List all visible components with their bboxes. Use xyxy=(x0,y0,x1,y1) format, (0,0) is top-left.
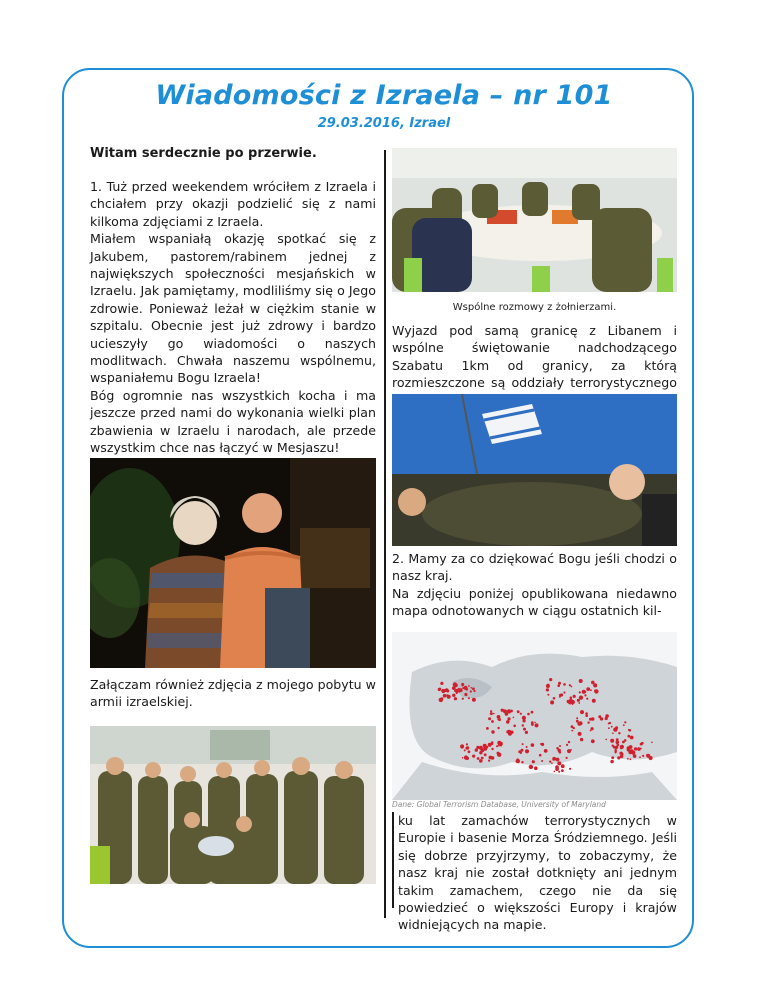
attack-dot xyxy=(578,732,582,736)
terror-attacks-map xyxy=(392,632,677,800)
attack-dot xyxy=(566,744,568,746)
attack-dot xyxy=(503,709,505,711)
attack-dot xyxy=(558,771,560,773)
paragraph-border-trip: Wyjazd pod samą granicę z Libanem i wspólne świętowanie nadchodzącego Szabatu 1km od granicy, za którą rozmieszczone są oddziały terrorystycznego xyxy=(392,323,677,391)
attack-dot xyxy=(541,760,543,762)
attack-dot xyxy=(549,678,552,681)
attack-dot xyxy=(571,725,574,728)
attack-dot xyxy=(454,697,457,700)
attack-dot xyxy=(488,743,492,747)
attack-dot xyxy=(520,752,522,754)
attack-dot xyxy=(576,720,579,723)
attack-dot xyxy=(493,713,495,715)
attack-dot xyxy=(462,698,464,700)
attack-dot xyxy=(472,687,475,690)
attack-dot xyxy=(569,768,571,770)
attack-dot xyxy=(605,717,608,720)
attack-dot xyxy=(522,743,524,745)
attack-dot xyxy=(500,745,502,747)
attack-dot xyxy=(536,725,538,727)
attack-dot xyxy=(539,754,542,757)
attack-dot xyxy=(490,710,492,712)
photo-border-flag xyxy=(392,394,677,546)
attack-dot xyxy=(551,762,553,764)
attack-dot xyxy=(571,730,573,732)
attack-dot xyxy=(610,739,614,743)
attack-dot xyxy=(584,694,586,696)
attack-dot xyxy=(516,759,520,763)
attack-dot xyxy=(618,732,620,734)
attack-dot xyxy=(475,748,478,751)
attack-dot xyxy=(440,682,443,685)
attack-dot xyxy=(491,730,494,733)
attack-dot xyxy=(525,731,528,734)
attack-dot xyxy=(642,755,644,757)
photo-with-pastor xyxy=(90,458,376,668)
attack-dot xyxy=(472,698,476,702)
attack-dot xyxy=(577,699,580,702)
attack-dot xyxy=(554,771,556,773)
column-divider xyxy=(384,150,386,918)
attack-dot xyxy=(521,761,523,763)
attack-dot xyxy=(628,729,630,731)
attack-dot xyxy=(630,758,632,760)
attack-dot xyxy=(591,739,595,743)
paragraph-4: Załączam również zdjęcia z mojego pobytu w armii izraelskiej. xyxy=(90,677,376,710)
map-credit: Dane: Global Terrorism Database, University of Maryland xyxy=(392,800,606,809)
newsletter-title: Wiadomości z Izraela – nr 101 xyxy=(155,80,613,111)
attack-dot xyxy=(529,765,533,769)
attack-dot xyxy=(578,702,580,704)
attack-dot xyxy=(481,757,484,760)
attack-dot xyxy=(540,743,542,745)
attack-dot xyxy=(585,714,588,717)
attack-dot xyxy=(611,726,613,728)
attack-dot xyxy=(579,679,583,683)
left-text-block xyxy=(90,178,376,457)
attack-dot xyxy=(598,715,601,718)
attack-dot xyxy=(549,761,551,763)
attack-dot xyxy=(496,745,498,747)
attack-dot xyxy=(471,687,473,689)
attack-dot xyxy=(617,756,620,759)
attack-dot xyxy=(464,749,466,751)
attack-dot xyxy=(579,696,583,700)
attack-dot xyxy=(546,684,550,688)
attack-dot xyxy=(620,745,624,749)
paragraph-1: 1. Tuż przed weekendem wróciłem z Izraela i chciałem przy okazji podzielić się z nami kilkoma zdjęciami z Izraela. xyxy=(90,179,376,229)
attack-dot xyxy=(651,742,653,744)
attack-dot xyxy=(557,684,560,687)
attack-dot xyxy=(587,721,589,723)
attack-dot xyxy=(520,713,522,715)
attack-dot xyxy=(468,685,470,687)
attack-dot xyxy=(559,745,561,747)
attack-dot xyxy=(563,691,565,693)
attack-dot xyxy=(586,698,588,700)
attack-dot xyxy=(569,684,571,686)
attack-dot xyxy=(473,690,475,692)
attack-dot xyxy=(491,743,493,745)
attack-dot xyxy=(544,749,548,753)
attack-dot xyxy=(497,727,499,729)
attack-dot xyxy=(630,736,634,740)
photo-soldiers-group xyxy=(90,726,376,884)
attack-dot xyxy=(517,710,520,713)
attack-dot xyxy=(460,744,464,748)
attack-dot xyxy=(513,725,516,728)
paragraph-map-description: ku lat zamachów terrorystycznych w Europie i basenie Morza Śródziemnego. Jeśli się dobrze przyjrzymy, to zobaczymy, że nasz kraj nie został dotknięty ani jednym takim zamachem, czego nie da się powiedzieć o większości Europy i krajów widniejących na mapie. xyxy=(398,813,677,933)
right-text-block-2 xyxy=(392,550,677,620)
attack-dot xyxy=(472,755,475,758)
attack-dot xyxy=(627,758,629,760)
attack-dot xyxy=(568,741,570,743)
attack-dot xyxy=(507,717,510,720)
attack-dot xyxy=(616,741,620,745)
attack-dot xyxy=(559,694,561,696)
attack-dot xyxy=(491,720,494,723)
attack-dot xyxy=(531,743,535,747)
attack-dot xyxy=(572,703,574,705)
attack-dot xyxy=(586,687,590,691)
attack-dot xyxy=(590,730,592,732)
attack-dot xyxy=(561,764,565,768)
attack-dot xyxy=(441,699,443,701)
attack-dot xyxy=(479,759,483,763)
attack-dot xyxy=(462,757,464,759)
attack-dot xyxy=(488,760,490,762)
attack-dot xyxy=(477,757,480,760)
attack-dot xyxy=(534,766,538,770)
attack-dot xyxy=(615,751,617,753)
paragraph-map-intro: Na zdjęciu poniżej opublikowana niedawno mapa odnotowanych w ciągu ostatnich kil- xyxy=(392,585,677,619)
attack-dot xyxy=(640,748,642,750)
attack-dot xyxy=(522,724,524,726)
attack-dot xyxy=(490,712,493,715)
attack-dot xyxy=(466,746,469,749)
attack-dot xyxy=(534,722,536,724)
attack-dot xyxy=(497,741,501,745)
attack-dot xyxy=(573,695,576,698)
newsletter-date: 29.03.2016, Izrael xyxy=(317,116,451,131)
attack-dot xyxy=(443,694,447,698)
right-text-block-3 xyxy=(398,812,677,934)
attack-dot xyxy=(497,719,499,721)
attack-dot xyxy=(589,718,592,721)
attack-dot xyxy=(547,694,549,696)
attack-dot xyxy=(556,758,560,762)
attack-dot xyxy=(468,697,470,699)
attack-dot xyxy=(557,761,561,765)
attack-dot xyxy=(608,727,610,729)
attack-dot xyxy=(582,690,586,694)
attack-dot xyxy=(570,749,572,751)
attack-dot xyxy=(454,690,456,692)
paragraph-thanks: 2. Mamy za co dziękować Bogu jeśli chodzi o nasz kraj. xyxy=(392,551,677,584)
attack-dot xyxy=(576,717,578,719)
attack-dot xyxy=(470,690,472,692)
attack-dot xyxy=(468,750,471,753)
attack-dot xyxy=(546,688,549,691)
attack-dot xyxy=(627,735,630,738)
paragraph-3: Bóg ogromnie nas wszystkich kocha i ma jeszcze przed nami do wykonania wielki plan zbawienia w Izraelu i narodach, ale przede wszystkim chce nas łączyć w Mesjaszu! xyxy=(90,387,376,456)
attack-dot xyxy=(526,746,528,748)
attack-dot xyxy=(561,769,564,772)
attack-dot xyxy=(612,745,614,747)
attack-dot xyxy=(486,727,489,730)
attack-dot xyxy=(466,743,468,745)
attack-dot xyxy=(491,748,493,750)
greeting: Witam serdecznie po przerwie. xyxy=(90,146,317,161)
attack-dot xyxy=(463,686,467,690)
attack-dot xyxy=(550,701,554,705)
map-graphic xyxy=(392,632,677,800)
photo-caption: Wspólne rozmowy z żołnierzami. xyxy=(452,302,617,313)
attack-dot xyxy=(633,754,637,758)
attack-dot xyxy=(592,699,596,703)
attack-dot xyxy=(605,739,607,741)
attack-dot xyxy=(623,724,625,726)
attack-dot xyxy=(578,721,582,725)
attack-dot xyxy=(479,746,483,750)
left-text-block-2 xyxy=(90,676,376,711)
attack-dot xyxy=(634,747,637,750)
attack-dot xyxy=(622,741,625,744)
attack-dot xyxy=(525,749,529,753)
attack-dot xyxy=(464,756,468,760)
attack-dot xyxy=(637,747,641,751)
attack-dot xyxy=(464,693,467,696)
attack-dot xyxy=(580,710,584,714)
attack-dot xyxy=(459,688,463,692)
attack-dot xyxy=(438,688,441,691)
attack-dot xyxy=(568,701,571,704)
attack-dot xyxy=(630,749,633,752)
attack-dot xyxy=(489,756,493,760)
attack-dot xyxy=(484,753,487,756)
attack-dot xyxy=(566,757,568,759)
attack-dot xyxy=(641,742,644,745)
attack-dot xyxy=(488,717,491,720)
attack-dot xyxy=(612,732,614,734)
attack-dot xyxy=(521,749,524,752)
attack-dot xyxy=(513,717,515,719)
attack-dot xyxy=(609,722,611,724)
attack-dot xyxy=(523,719,526,722)
attack-dot xyxy=(615,726,618,729)
attack-dot xyxy=(552,759,554,761)
attack-dot xyxy=(610,760,613,763)
attack-dot xyxy=(594,689,598,693)
attack-dot xyxy=(454,683,458,687)
attack-dot xyxy=(497,753,501,757)
attack-dot xyxy=(579,691,581,693)
attack-dot xyxy=(531,723,534,726)
attack-dot xyxy=(445,688,449,692)
attack-dot xyxy=(563,683,566,686)
attack-dot xyxy=(553,697,556,700)
attack-dot xyxy=(447,695,451,699)
attack-dot xyxy=(558,682,561,685)
attack-dot xyxy=(523,728,526,731)
attack-dot xyxy=(486,746,489,749)
attack-dot xyxy=(620,755,623,758)
attack-dot xyxy=(627,748,631,752)
paragraph-2: Miałem wspaniałą okazję spotkać się z Jakubem, pastorem/rabinem jednej z największych społeczności mesjańskich w Izraelu. Jak pamiętamy, modliliśmy się o Jego zdrowie. Ponieważ leżał w ciężkim stanie w szpitalu. Obecnie jest już zdrowy i bardzo ucieszyły go wiadomości o naszych modlitwach. Chwała naszemu wspólnemu, wspaniałemu Bogu Izraela! xyxy=(90,231,376,386)
attack-dot xyxy=(527,713,530,716)
attack-dot xyxy=(580,738,583,741)
attack-dot xyxy=(531,711,534,714)
attack-dot xyxy=(461,684,463,686)
attack-dot xyxy=(532,760,535,763)
attack-dot xyxy=(558,749,561,752)
quote-bar xyxy=(392,812,394,908)
attack-dot xyxy=(505,712,508,715)
attack-dot xyxy=(646,754,648,756)
attack-dot xyxy=(619,752,622,755)
photo-canteen xyxy=(392,148,677,292)
attack-dot xyxy=(611,756,614,759)
attack-dot xyxy=(506,730,509,733)
attack-dot xyxy=(506,720,510,724)
attack-dot xyxy=(624,721,626,723)
attack-dot xyxy=(559,696,561,698)
attack-dot xyxy=(593,683,597,687)
attack-dot xyxy=(452,694,455,697)
attack-dot xyxy=(615,746,618,749)
attack-dot xyxy=(555,767,559,771)
attack-dot xyxy=(590,689,592,691)
attack-dot xyxy=(639,756,641,758)
